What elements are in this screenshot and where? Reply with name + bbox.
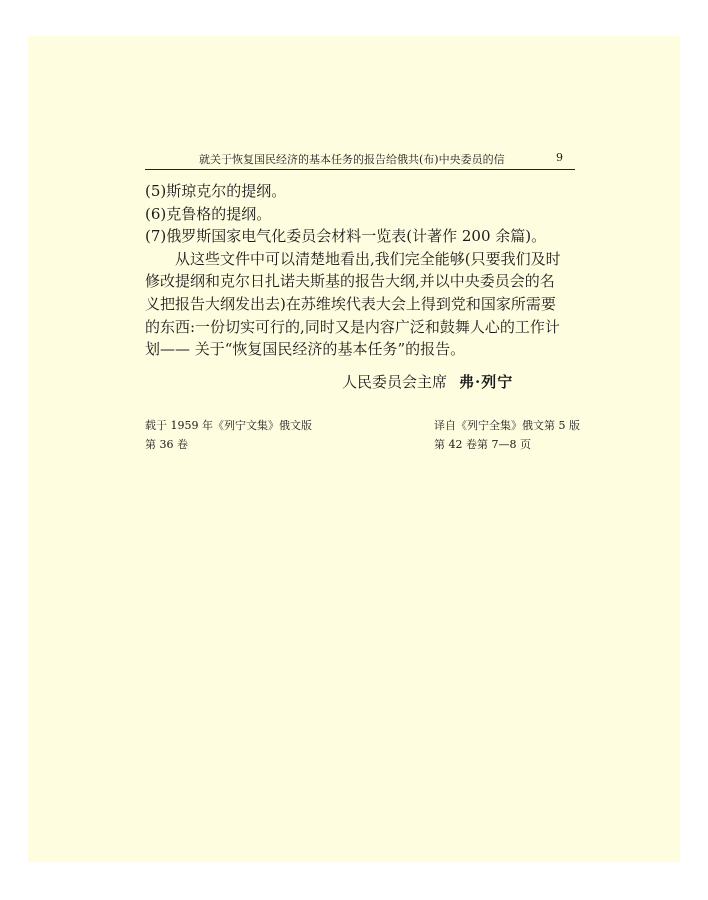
source-left-line1: 载于 1959 年《列宁文集》俄文版 <box>145 419 312 432</box>
paragraph-line: 从这些文件中可以清楚地看出,我们完全能够(只要我们及时 <box>175 249 561 268</box>
list-item: (7)俄罗斯国家电气化委员会材料一览表(计著作 200 余篇)。 <box>145 227 547 246</box>
paragraph-line: 划—— 关于“恢复国民经济的基本任务”的报告。 <box>145 340 466 359</box>
source-note-right <box>434 416 580 454</box>
source-right-line1: 译自《列宁全集》俄文第 5 版 <box>434 419 580 432</box>
list-item: (5)斯琼克尔的提纲。 <box>145 182 287 200</box>
paragraph-line: 修改提纲和克尔日扎诺夫斯基的报告大纲,并以中央委员会的名 <box>145 272 555 291</box>
list-item: (6)克鲁格的提纲。 <box>145 204 272 223</box>
source-right-line2: 第 42 卷第 7—8 页 <box>434 438 531 451</box>
page-number: 9 <box>556 151 563 164</box>
header-title: 就关于恢复国民经济的基本任务的报告给俄共(布)中央委员的信 <box>199 153 505 166</box>
signature <box>342 371 513 392</box>
signature-name: 弗·列宁 <box>459 373 514 391</box>
paragraph-line: 义把报告大纲发出去)在苏维埃代表大会上得到党和国家所需要 <box>145 294 556 313</box>
source-note-left <box>145 416 312 454</box>
body-text <box>145 180 575 361</box>
source-left-line2: 第 36 卷 <box>145 438 188 451</box>
paragraph-line: 的东西:一份切实可行的,同时又是内容广泛和鼓舞人心的工作计 <box>145 317 560 336</box>
signature-title: 人民委员会主席 <box>342 373 448 391</box>
running-header <box>145 149 575 170</box>
